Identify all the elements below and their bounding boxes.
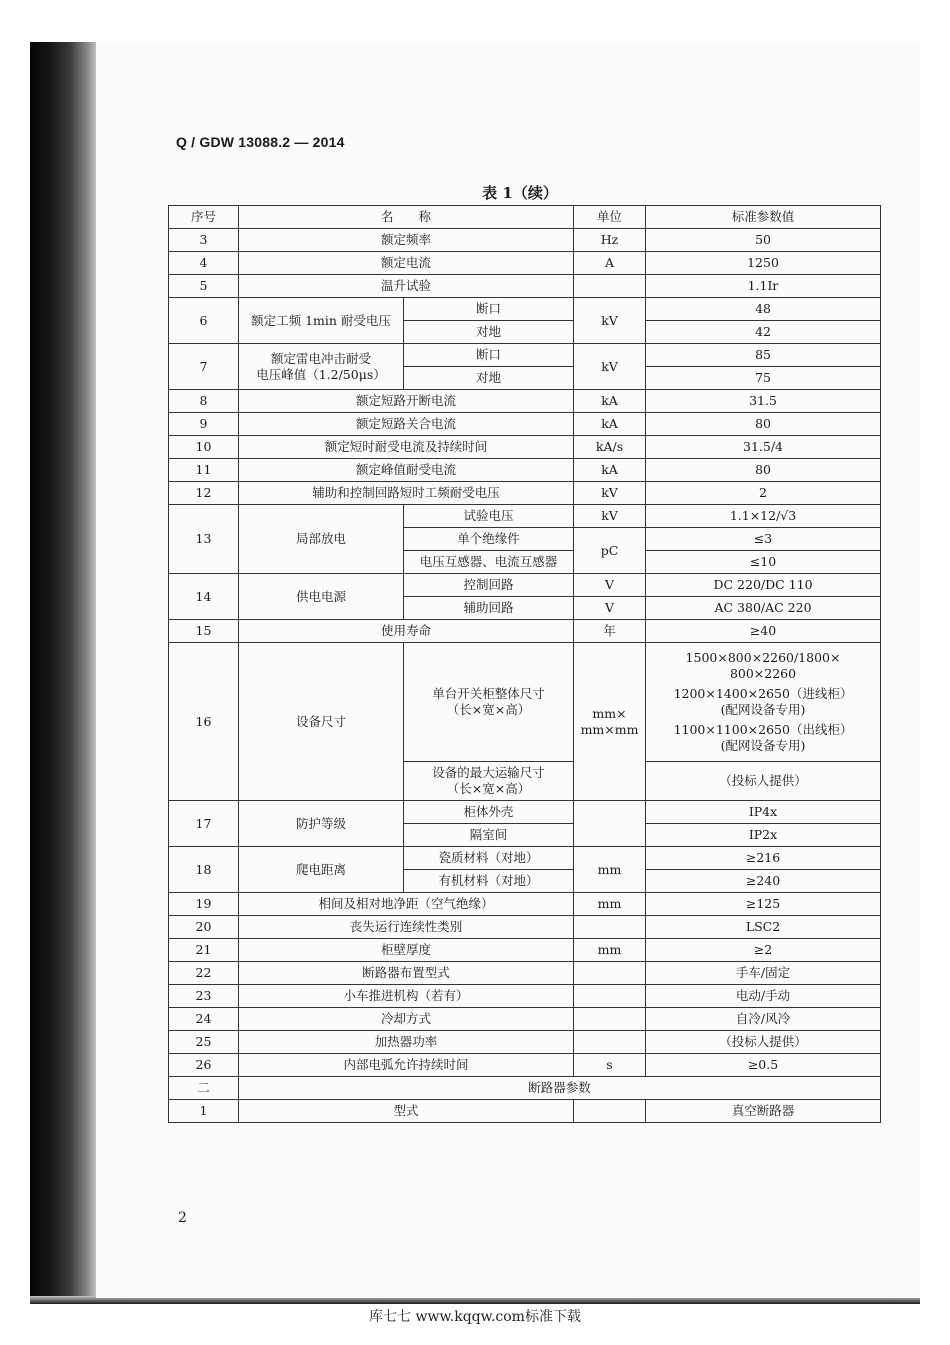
table-header-row: [169, 206, 881, 229]
table-row: 19 相间及相对地净距（空气绝缘） mm ≥125: [169, 893, 881, 916]
table-row: 有机材料（对地） ≥240: [169, 870, 881, 893]
header-no: 序号: [169, 206, 239, 229]
table-row: 电压互感器、电流互感器 ≤10: [169, 551, 881, 574]
table-row: 5 温升试验 1.1Ir: [169, 275, 881, 298]
footer-watermark: 库七七 www.kqqw.com标准下载: [369, 1309, 581, 1325]
table-row: 12 辅助和控制回路短时工频耐受电压 kV 2: [169, 482, 881, 505]
table-row: 24 冷却方式 自冷/风冷: [169, 1008, 881, 1031]
table-row: 11 额定峰值耐受电流 kA 80: [169, 459, 881, 482]
table-row: 3 额定频率 Hz 50: [169, 229, 881, 252]
table-row: 设备的最大运输尺寸 （长×宽×高） （投标人提供）: [169, 762, 881, 801]
parameter-table: [168, 205, 881, 1123]
document-code: Q / GDW 13088.2 — 2014: [176, 134, 345, 150]
table-row: 17 防护等级 柜体外壳 IP4x: [169, 801, 881, 824]
table-row: 21 柜壁厚度 mm ≥2: [169, 939, 881, 962]
table-row: 22 断路器布置型式 手车/固定: [169, 962, 881, 985]
table-row: 16 设备尺寸 单台开关柜整体尺寸 （长×宽×高） mm× mm×mm 1500×800×2260/1800× 800×2260 1200×1400×2650（进线柜） (配网设备专用) 1100×1100×2650（出线柜） (配网设备专用): [169, 643, 881, 762]
table-row: 13 局部放电 试验电压 kV 1.1×12/√3: [169, 505, 881, 528]
table-row: 6 额定工频 1min 耐受电压 断口 kV 48: [169, 298, 881, 321]
table-row: 隔室间 IP2x: [169, 824, 881, 847]
table-row: 辅助回路 V AC 380/AC 220: [169, 597, 881, 620]
table-row: 单个绝缘件 pC ≤3: [169, 528, 881, 551]
header-name: 名 称: [239, 206, 574, 229]
table-row: 25 加热器功率 （投标人提供）: [169, 1031, 881, 1054]
table-row: 10 额定短时耐受电流及持续时间 kA/s 31.5/4: [169, 436, 881, 459]
table-row: 18 爬电距离 瓷质材料（对地） mm ≥216: [169, 847, 881, 870]
table-row: 4 额定电流 A 1250: [169, 252, 881, 275]
table-row: 8 额定短路开断电流 kA 31.5: [169, 390, 881, 413]
table-row: 1 型式 真空断路器: [169, 1100, 881, 1123]
table-row: 对地 75: [169, 367, 881, 390]
header-value: 标准参数值: [646, 206, 881, 229]
table-row: 7 额定雷电冲击耐受 电压峰值（1.2/50μs） 断口 kV 85: [169, 344, 881, 367]
section-row: 二 断路器参数: [169, 1077, 881, 1100]
table-row: 20 丧失运行连续性类别 LSC2: [169, 916, 881, 939]
scan-shadow-edge: [30, 42, 100, 1304]
table-row: 26 内部电弧允许持续时间 s ≥0.5: [169, 1054, 881, 1077]
table-row: 9 额定短路关合电流 kA 80: [169, 413, 881, 436]
table-row: 对地 42: [169, 321, 881, 344]
table-row: 23 小车推进机构（若有） 电动/手动: [169, 985, 881, 1008]
page-number: 2: [178, 1210, 187, 1226]
table-row: 14 供电电源 控制回路 V DC 220/DC 110: [169, 574, 881, 597]
table-row: 15 使用寿命 年 ≥40: [169, 620, 881, 643]
header-unit: 单位: [574, 206, 646, 229]
table-caption: 表 1（续）: [482, 184, 558, 202]
